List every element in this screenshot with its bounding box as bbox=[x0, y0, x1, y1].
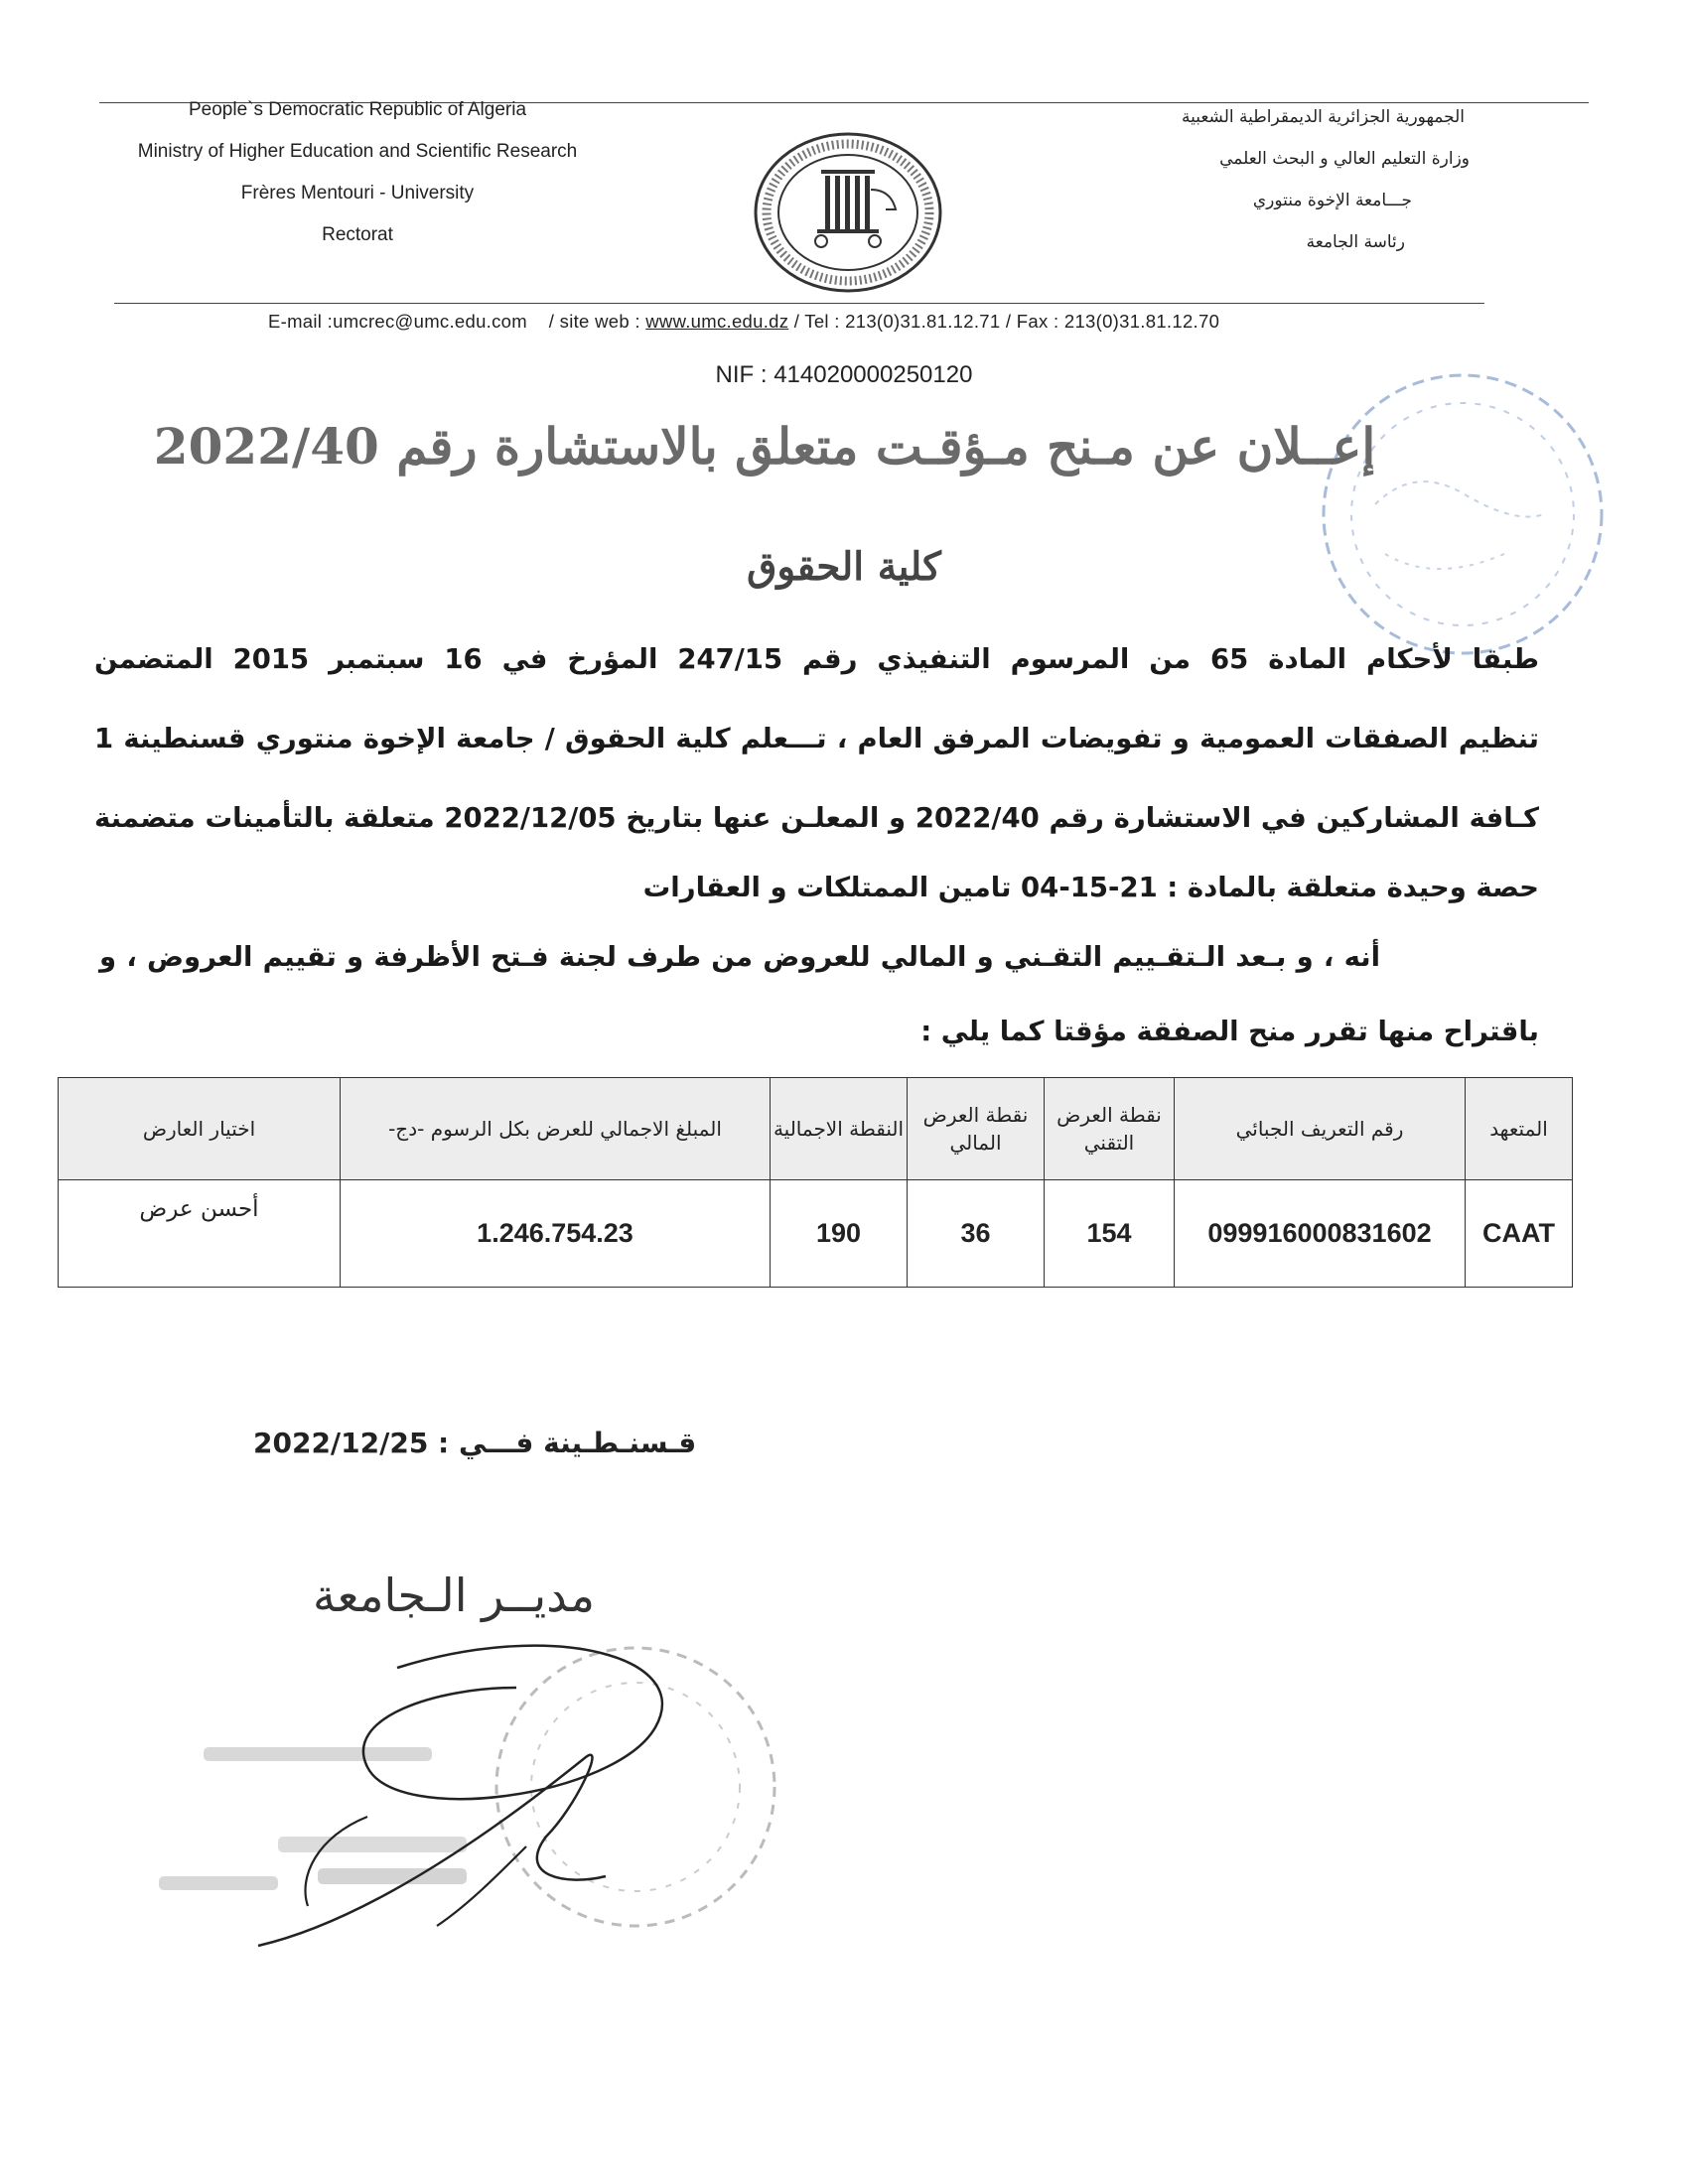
header-university-logo bbox=[752, 130, 944, 295]
header-ar-rectorat: رئاسة الجامعة bbox=[1306, 232, 1405, 252]
header-en-university: Frères Mentouri - University bbox=[240, 183, 475, 204]
header-ar-country: الجمهورية الجزائرية الديمقراطية الشعبية bbox=[1181, 107, 1465, 127]
header-bottom-rule bbox=[114, 303, 1484, 304]
col-bidder-choice: اختيار العارض bbox=[59, 1078, 341, 1180]
cell-bidder-choice: أحسن عرض bbox=[59, 1180, 341, 1288]
body-line-4: حصة وحيدة متعلقة بالمادة : 21-15-04 تامين الممتلكات و العقارات bbox=[642, 872, 1539, 903]
place-and-date: قـسنـطـينة فـــي : 2022/12/25 bbox=[253, 1427, 697, 1459]
table-header-row bbox=[59, 1078, 1573, 1180]
col-technical-score: نقطة العرض التقني bbox=[1045, 1078, 1175, 1180]
col-financial-score: نقطة العرض المالي bbox=[908, 1078, 1045, 1180]
cell-financial-score: 36 bbox=[908, 1180, 1045, 1288]
header-en-rectorat: Rectorat bbox=[322, 224, 393, 245]
cell-total-amount: 1.246.754.23 bbox=[341, 1180, 771, 1288]
announcement-title: إعــلان عن مـنح مـؤقـت متعلق بالاستشارة رقم 2022/40 bbox=[153, 417, 1376, 476]
body-line-1: طبقا لأحكام المادة 65 من المرسوم التنفيذي رقم 247/15 المؤرخ في 16 سبتمبر 2015 المتضمن bbox=[94, 643, 1539, 675]
cell-tax-id: 099916000831602 bbox=[1175, 1180, 1466, 1288]
contact-site-link[interactable]: www.umc.edu.dz bbox=[645, 311, 789, 332]
body-line-5: أنه ، و بـعد الـتقـييم التقـني و المالي للعروض من طرف لجنة فـتح الأظرفة و تقييم العروض ، و bbox=[99, 941, 1380, 973]
table-row bbox=[59, 1180, 1573, 1288]
faculty-name: كلية الحقوق bbox=[747, 544, 941, 590]
cell-total-score: 190 bbox=[771, 1180, 908, 1288]
contact-line bbox=[268, 311, 1219, 333]
header-ar-ministry: وزارة التعليم العالي و البحث العلمي bbox=[1219, 149, 1470, 169]
award-table bbox=[58, 1077, 1573, 1288]
header-ar-university: جـــامعة الإخوة منتوري bbox=[1252, 191, 1412, 210]
col-bidder: المتعهد bbox=[1466, 1078, 1573, 1180]
cell-bidder: CAAT bbox=[1466, 1180, 1573, 1288]
contact-tel-fax: / Tel : 213(0)31.81.12.71 / Fax : 213(0)31.81.12.70 bbox=[793, 311, 1220, 332]
nif-number: NIF : 414020000250120 bbox=[715, 361, 973, 388]
body-line-2: تنظيم الصفقات العمومية و تفويضات المرفق العام ، تـــعلم كلية الحقوق / جامعة الإخوة منتوري قسنطينة 1 bbox=[94, 723, 1539, 754]
director-stamp-and-signature bbox=[139, 1578, 894, 2095]
contact-site-label: / site web : bbox=[548, 311, 646, 332]
official-stamp bbox=[1316, 365, 1604, 673]
contact-email: E-mail :umcrec@umc.edu.com bbox=[268, 311, 527, 332]
header-en-country: People`s Democratic Republic of Algeria bbox=[188, 99, 527, 120]
header-en-ministry: Ministry of Higher Education and Scientific Research bbox=[137, 141, 578, 162]
col-tax-id: رقم التعريف الجبائي bbox=[1175, 1078, 1466, 1180]
col-total-score: النقطة الاجمالية bbox=[771, 1078, 908, 1180]
signer-title: مديــر الـجامعة bbox=[313, 1569, 596, 1622]
cell-technical-score: 154 bbox=[1045, 1180, 1175, 1288]
col-total-amount: المبلغ الاجمالي للعرض بكل الرسوم -دج- bbox=[341, 1078, 771, 1180]
body-line-3: كـافة المشاركين في الاستشارة رقم 2022/40 و المعلـن عنها بتاريخ 2022/12/05 متعلقة بالتأمينات متضمنة bbox=[94, 802, 1539, 834]
body-line-6: باقتراح منها تقرر منح الصفقة مؤقتا كما يلي : bbox=[920, 1016, 1539, 1047]
